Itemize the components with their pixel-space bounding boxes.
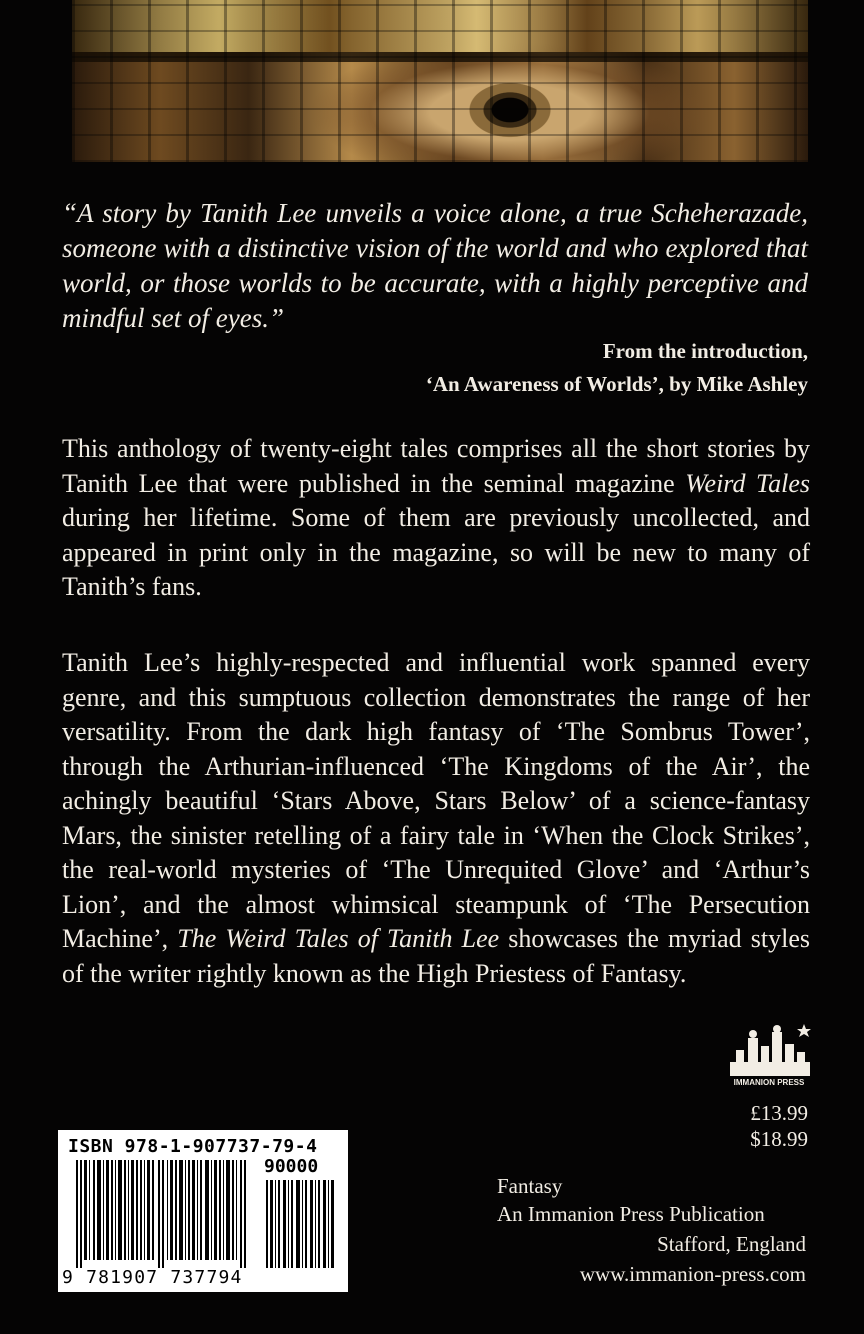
isbn-barcode [58,1130,348,1292]
blurb-p1-text: This anthology of twenty-eight tales comprises all the short stories by Tanith Lee that were published in the seminal magazine [62,434,810,498]
quote-attribution-line2: ‘An Awareness of Worlds’, by Mike Ashley [425,372,808,396]
immanion-press-logo [724,1022,812,1096]
isbn-label: ISBN 978-1-907737-79-4 [68,1136,318,1157]
logo-text: IMMANION PRESS [733,1078,805,1087]
publisher-location: Stafford, England [657,1232,806,1256]
cover-art-banner [72,0,808,162]
price-usd: $18.99 [750,1127,808,1151]
barcode-bars [66,1160,258,1268]
publisher-imprint: An Immanion Press Publication [497,1202,765,1226]
blurb-paragraph-2 [62,646,810,991]
genre-label: Fantasy [497,1174,563,1198]
banner-texture [72,0,808,162]
price-code: 90000 [264,1156,319,1177]
blurb-p2-text: Tanith Lee’s highly-respected and influential work spanned every genre, and this sumptuous collection demonstrates the range of her versatility. From the dark high fantasy of ‘The Sombrus Tower’, through the Arthurian-influenced ‘The Kingdoms of the Air’, the achingly beautiful ‘Stars Above, Stars Below’ of a science-fantasy Mars, the sinister retelling of a fairy tale in ‘When the Clock Strikes’, the real-world mysteries of ‘The Unrequited Glove’ and ‘Arthur’s Lion’, and the almost whimsical steampunk of ‘The Persecution Machine’, [62,648,810,953]
blurb-p2-text-end: showcases the myriad styles of the writer rightly known as the High Priestess of Fantasy. [62,924,810,988]
barcode-digits: 9 781907 737794 [62,1267,243,1288]
price-addon-bars [264,1180,340,1268]
quote-attribution-line1: From the introduction, [602,339,808,363]
blurb-paragraph-1 [62,432,810,605]
publisher-website: www.immanion-press.com [579,1262,806,1286]
magazine-title: Weird Tales [685,468,810,498]
pull-quote: “A story by Tanith Lee unveils a voice alone, a true Scheherazade, someone with a distinctive vision of the world and who explored that world, or those worlds to be accurate, with a highly perceptive and mindful set of eyes.” [62,198,808,333]
blurb-p1-text-end: during her lifetime. Some of them are previously uncollected, and appeared in print only in the magazine, so will be new to many of Tanith’s fans. [62,503,810,601]
book-title: The Weird Tales of Tanith Lee [177,924,500,953]
price-gbp: £13.99 [750,1101,808,1125]
